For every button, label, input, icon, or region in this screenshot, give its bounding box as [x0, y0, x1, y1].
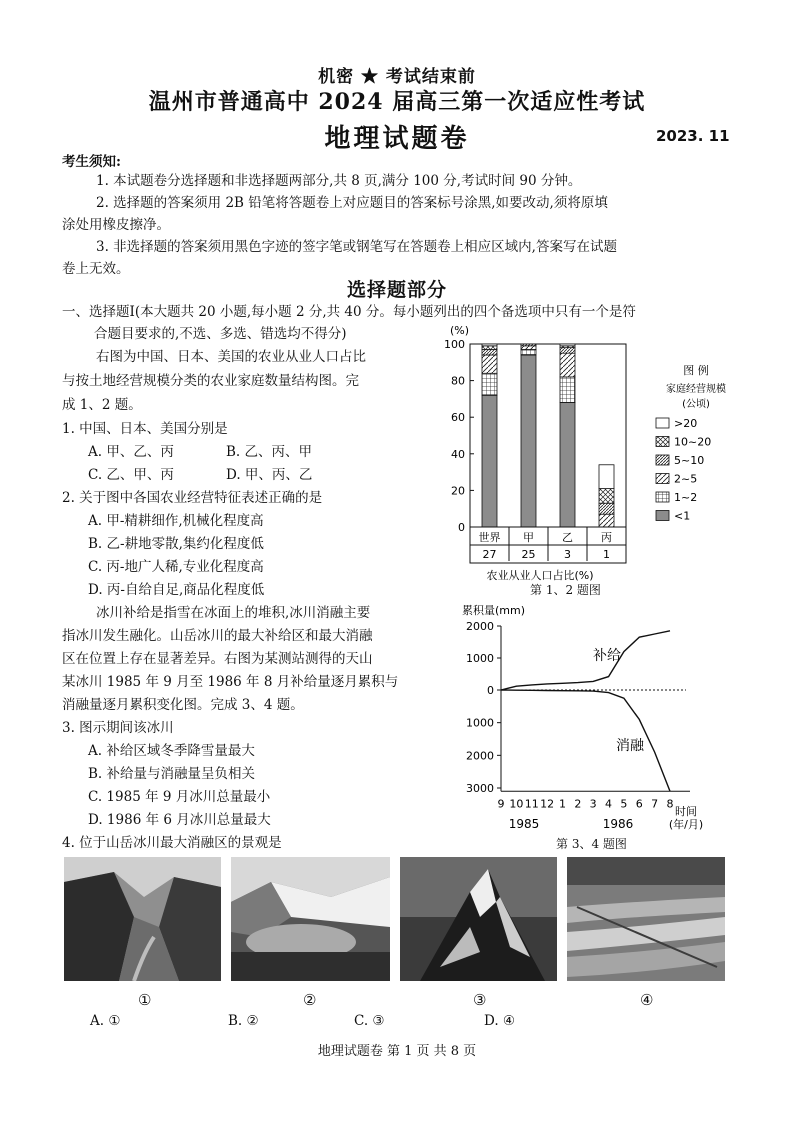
y-tick-label: 0: [458, 521, 465, 534]
intro34-line1: 冰川补给是指雪在冰面上的堆积,冰川消融主要: [96, 605, 371, 621]
supply-label: 补给: [593, 648, 621, 664]
q3-option-d: D. 1986 年 6 月冰川总量最大: [88, 812, 271, 828]
x-tick-label: 6: [635, 797, 643, 811]
q1-stem: 1. 中国、日本、美国分别是: [62, 421, 228, 437]
x-tick-label: 5: [620, 797, 628, 811]
intro34-line4: 某冰川 1985 年 9 月至 1986 年 8 月补给量逐月累积与: [62, 674, 399, 690]
q1-option-b: B. 乙、丙、甲: [226, 444, 313, 460]
part1-instructions: 一、选择题Ⅰ(本大题共 20 小题,每小题 2 分,共 40 分。每小题列出的四个备选项中只有一个是符: [62, 304, 636, 320]
fig34-lines: [501, 631, 670, 792]
legend-label: <1: [674, 509, 691, 523]
legend-swatch: [656, 474, 669, 484]
intro12-line1: 右图为中国、日本、美国的农业从业人口占比: [96, 349, 366, 365]
share-label: 1: [603, 548, 610, 561]
photo-3-peak: [400, 857, 557, 981]
x-tick-label: 3: [589, 797, 597, 811]
q3-stem: 3. 图示期间该冰川: [62, 720, 174, 736]
year-1985: 1985: [508, 817, 540, 831]
y-tick-label: 100: [444, 338, 465, 351]
y-tick-label: 1000: [466, 652, 494, 665]
time-unit: (年/月): [668, 818, 704, 831]
fig34-chart: [450, 598, 750, 834]
bar-segment: [482, 349, 497, 354]
x-tick-label: 10: [509, 797, 524, 811]
intro12-line3: 成 1、2 题。: [62, 397, 142, 413]
q4-option-a: A. ①: [90, 1013, 121, 1029]
legend-swatch: [656, 511, 669, 521]
q3-option-a: A. 补给区域冬季降雪量最大: [88, 743, 255, 759]
q1-option-d: D. 甲、丙、乙: [226, 467, 313, 483]
notice-item-2-cont: 涂处用橡皮擦净。: [62, 217, 170, 233]
x-tick-label: 2: [574, 797, 582, 811]
bar-segment: [560, 377, 575, 403]
y-tick-label: 2000: [466, 620, 494, 633]
photo-4-label: ④: [640, 991, 654, 1009]
bar-segment: [482, 373, 497, 395]
bar-segment: [521, 344, 536, 346]
legend-label: >20: [674, 417, 698, 430]
legend-unit: (公顷): [682, 399, 710, 410]
x-tick-label: 11: [524, 797, 539, 811]
photo-4-ice-ridges: [567, 857, 725, 981]
legend-label: 1~2: [674, 491, 698, 504]
intro34-line3: 区在位置上存在显著差异。右图为某测站测得的天山: [62, 651, 373, 667]
section-title: 选择题部分: [346, 279, 447, 301]
y-tick-label: 60: [451, 411, 465, 425]
q3-option-b: B. 补给量与消融量呈负相关: [88, 766, 256, 782]
intro34-line2: 指冰川发生融化。山岳冰川的最大补给区和最大消融: [62, 628, 373, 644]
y-tick-label: 40: [451, 447, 465, 461]
fig34-axis: [466, 620, 690, 810]
q4-option-d: D. ④: [484, 1013, 516, 1029]
photo-3-label: ③: [473, 991, 487, 1009]
bar-segment: [560, 403, 575, 527]
exam-title: 温州市普通高中 2024 届高三第一次适应性考试: [148, 89, 646, 115]
photo-2-glacier-lake: [231, 857, 390, 981]
y-tick-label: 0: [487, 684, 494, 697]
bar-segment: [599, 489, 614, 504]
category-label: 乙: [562, 531, 573, 544]
bar-segment: [482, 395, 497, 527]
part1-instructions-cont: 合题目要求的,不选、多选、错选均不得分): [94, 326, 347, 342]
bar-segment: [482, 344, 497, 346]
melt-label: 消融: [616, 738, 644, 754]
y-tick-label: 80: [451, 374, 465, 388]
share-label: 25: [521, 548, 536, 561]
page-footer: 地理试题卷 第 1 页 共 8 页: [317, 1044, 477, 1059]
bar-segment: [521, 349, 536, 354]
fig12-bars: [482, 344, 614, 527]
legend-swatch: [656, 455, 669, 465]
x-tick-label: 1: [558, 797, 566, 811]
x-tick-label: 9: [497, 797, 505, 811]
fig34-caption: 第 3、4 题图: [556, 837, 627, 851]
q2-option-a: A. 甲-精耕细作,机械化程度高: [88, 513, 264, 529]
notice-heading: 考生须知:: [62, 154, 121, 170]
q2-option-b: B. 乙-耕地零散,集约化程度低: [88, 536, 264, 552]
bar-segment: [482, 346, 497, 350]
intro34-line5: 消融量逐月累积变化图。完成 3、4 题。: [62, 697, 304, 713]
year-1986: 1986: [602, 817, 634, 831]
q2-option-c: C. 丙-地广人稀,专业化程度高: [88, 559, 264, 575]
fig12-chart: [438, 322, 748, 602]
bar-segment: [599, 514, 614, 527]
notice-item-1: 1. 本试题卷分选择题和非选择题两部分,共 8 页,满分 100 分,考试时间 90 分钟。: [96, 173, 582, 189]
y-tick-label: 20: [451, 484, 465, 498]
fig12-xlabel: 农业从业人口占比(%): [486, 569, 594, 582]
bar-segment: [521, 346, 536, 350]
exam-date: 2023. 11: [656, 127, 730, 145]
fig12-y-unit: (%): [450, 324, 470, 337]
y-tick-label: 3000: [466, 782, 494, 795]
fig12-caption: 第 1、2 题图: [530, 583, 601, 597]
category-label: 丙: [601, 531, 612, 544]
bar-segment: [560, 344, 575, 346]
time-label: 时间: [675, 805, 697, 818]
notice-item-3: 3. 非选择题的答案须用黑色字迹的签字笔或钢笔写在答题卷上相应区域内,答案写在试题: [96, 239, 617, 255]
x-tick-label: 8: [666, 797, 674, 811]
photo-1-valley: [64, 857, 221, 981]
bar-segment: [482, 355, 497, 373]
q1-option-c: C. 乙、甲、丙: [88, 467, 174, 483]
y-tick-label: 2000: [466, 749, 494, 763]
bar-segment: [560, 353, 575, 377]
supply-line: [501, 631, 670, 690]
legend-label: 2~5: [674, 472, 698, 486]
q4-option-b: B. ②: [228, 1013, 259, 1029]
notice-item-3-cont: 卷上无效。: [62, 261, 130, 277]
q2-stem: 2. 关于图中各国农业经营特征表述正确的是: [62, 490, 323, 506]
fig12-legend: [656, 417, 711, 523]
q4-stem: 4. 位于山岳冰川最大消融区的景观是: [62, 835, 282, 851]
x-tick-label: 7: [651, 797, 659, 811]
melt-line: [501, 690, 670, 791]
photo-2-label: ②: [303, 991, 317, 1009]
bar-segment: [599, 503, 614, 514]
bar-segment: [521, 355, 536, 527]
bar-segment: [560, 348, 575, 353]
intro12-line2: 与按土地经营规模分类的农业家庭数量结构图。完: [62, 373, 359, 389]
q3-option-c: C. 1985 年 9 月冰川总量最小: [88, 789, 271, 805]
photo-1-label: ①: [138, 991, 152, 1009]
notice-item-2: 2. 选择题的答案须用 2B 铅笔将答题卷上对应题目的答案标号涂黑,如要改动,须将原填: [96, 195, 608, 211]
paper-title: 地理试题卷: [324, 124, 470, 154]
fig34-ylabel: 累积量(mm): [462, 604, 526, 617]
x-tick-label: 12: [540, 797, 555, 811]
legend-swatch: [656, 492, 669, 502]
category-label: 甲: [523, 531, 534, 544]
q4-option-c: C. ③: [354, 1013, 385, 1029]
x-tick-label: 4: [605, 797, 613, 811]
legend-label: 10~20: [674, 435, 712, 449]
legend-subtitle: 家庭经营规模: [666, 384, 726, 395]
share-label: 27: [482, 548, 497, 561]
y-tick-label: 1000: [466, 716, 494, 730]
category-label: 世界: [478, 531, 501, 544]
confidential-label: 机密 ★ 考试结束前: [318, 67, 476, 87]
bar-segment: [599, 465, 614, 489]
legend-label: 5~10: [674, 454, 705, 467]
share-label: 3: [564, 548, 571, 561]
fig12-table: [470, 527, 626, 563]
legend-title: 图 例: [683, 364, 709, 377]
q1-option-a: A. 甲、乙、丙: [88, 444, 174, 460]
legend-swatch: [656, 418, 669, 428]
legend-swatch: [656, 437, 669, 447]
q2-option-d: D. 丙-自给自足,商品化程度低: [88, 582, 265, 598]
